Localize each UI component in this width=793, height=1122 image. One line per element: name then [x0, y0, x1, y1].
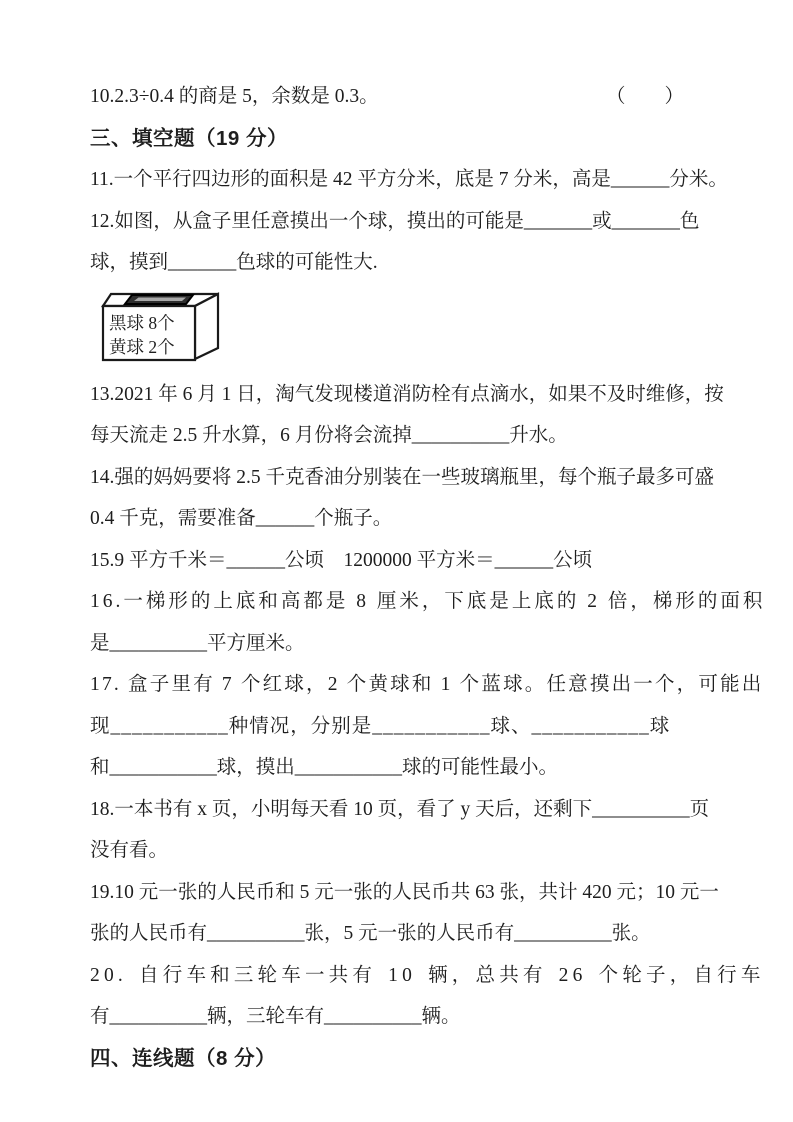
question-17-line-3: 和___________球，摸出___________球的可能性最小。 — [90, 757, 559, 778]
question-16-line-1: 16.一梯形的上底和高都是 8 厘米，下底是上底的 2 倍，梯形的面积 — [90, 591, 766, 612]
question-19-line-1: 19.10 元一张的人民币和 5 元一张的人民币共 63 张，共计 420 元；10 元一 — [90, 881, 719, 903]
section-fill-blank-heading: 三、填空题（19 分） — [90, 126, 288, 150]
question-13-line-1: 13.2021 年 6 月 1 日，淘气发现楼道消防栓有点滴水，如果不及时维修，按 — [90, 383, 724, 405]
question-16-line-2: 是__________平方厘米。 — [90, 632, 305, 654]
question-10-answer-brackets: （ ） — [605, 86, 684, 107]
question-12-line-2: 球，摸到_______色球的可能性大. — [90, 252, 378, 273]
box-label-black-balls: 黑球 8个 — [109, 312, 175, 333]
paper-content — [90, 76, 766, 1079]
question-13-line-2: 每天流走 2.5 升水算，6 月份将会流掉__________升水。 — [90, 425, 568, 446]
box-slot-inner — [134, 297, 186, 301]
ball-box-figure — [94, 284, 712, 374]
box-right-face — [195, 294, 218, 359]
question-10 — [90, 76, 712, 118]
question-19-line-2: 张的人民币有__________张，5 元一张的人民币有__________张。 — [90, 923, 651, 944]
question-20-line-2: 有__________辆，三轮车有__________辆。 — [90, 1006, 461, 1027]
question-14-line-1: 14.强的妈妈要将 2.5 千克香油分别装在一些玻璃瓶里，每个瓶子最多可盛 — [90, 466, 715, 488]
box-label-yellow-balls: 黄球 2个 — [109, 336, 175, 357]
question-11: 11.一个平行四边形的面积是 42 平方分米，底是 7 分米，高是______分米。 — [90, 169, 728, 190]
question-15: 15.9 平方千米＝______公顷 1200000 平方米＝______公顷 — [90, 549, 593, 571]
question-14-line-2: 0.4 千克，需要准备______个瓶子。 — [90, 508, 393, 529]
question-10-text: 10.2.3÷0.4 的商是 5，余数是 0.3。 — [90, 86, 379, 107]
question-17-line-1: 17. 盒子里有 7 个红球，2 个黄球和 1 个蓝球。任意摸出一个，可能出 — [90, 674, 764, 695]
question-20-line-1: 20. 自行车和三轮车一共有 10 辆，总共有 26 个轮子，自行车 — [90, 964, 765, 986]
section-matching-heading: 四、连线题（8 分） — [90, 1046, 277, 1070]
question-17-line-2: 现___________种情况，分别是___________球、___________球 — [90, 715, 671, 737]
question-18-line-1: 18.一本书有 x 页，小明每天看 10 页，看了 y 天后，还剩下__________页 — [90, 798, 710, 820]
question-18-line-2: 没有看。 — [90, 840, 169, 861]
question-12-line-1: 12.如图，从盒子里任意摸出一个球，摸出的可能是_______或_______色 — [90, 210, 700, 232]
ball-box-drawing — [94, 284, 234, 374]
